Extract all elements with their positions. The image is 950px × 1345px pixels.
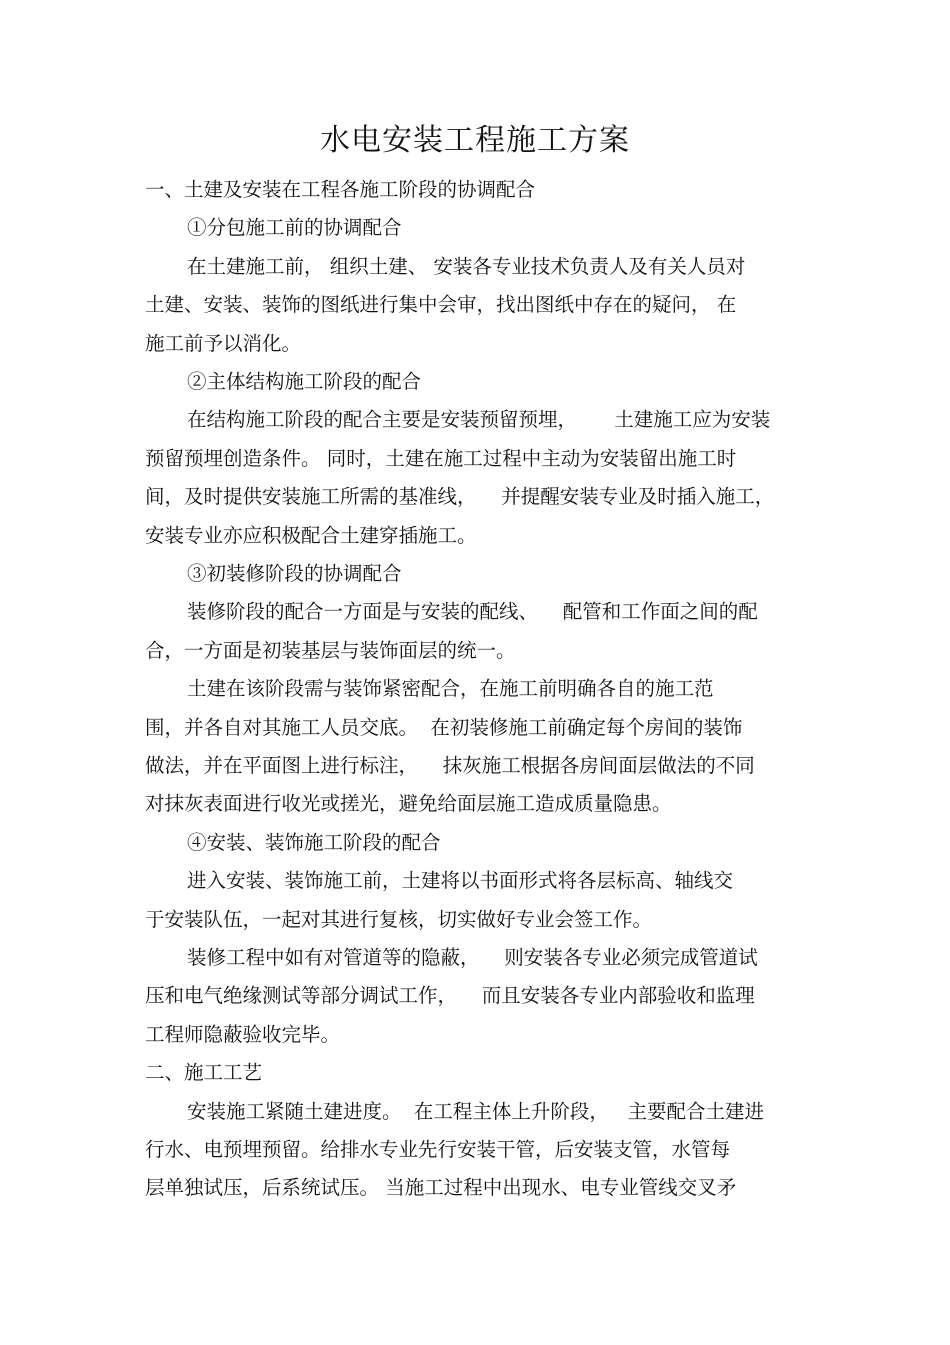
- paragraph-line: 于安装队伍，一起对其进行复核，切实做好专业会签工作。: [145, 908, 653, 931]
- paragraph-line: 安装专业亦应积极配合土建穿插施工。: [145, 524, 477, 547]
- paragraph-line: 行水、电预埋预留。给排水专业先行安装干管，后安装支管，水管每: [145, 1138, 731, 1161]
- subsection-heading-2: ②主体结构施工阶段的配合: [187, 370, 422, 393]
- subsection-heading-3: ③初装修阶段的协调配合: [187, 562, 402, 585]
- paragraph-line: 安装施工紧随土建进度。 在工程主体上升阶段， 主要配合土建进: [187, 1100, 764, 1123]
- paragraph-line: 在结构施工阶段的配合主要是安装预留预埋， 土建施工应为安装: [187, 408, 771, 431]
- paragraph-line: 装修阶段的配合一方面是与安装的配线、 配管和工作面之间的配: [187, 600, 758, 623]
- paragraph-line: 装修工程中如有对管道等的隐蔽， 则安装各专业必须完成管道试: [187, 946, 758, 969]
- paragraph-line: 预留预埋创造条件。 同时，土建在施工过程中主动为安装留出施工时: [145, 447, 737, 470]
- paragraph-line: 施工前予以消化。: [145, 332, 302, 355]
- paragraph-line: 在土建施工前， 组织土建、 安装各专业技术负责人及有关人员对: [187, 255, 746, 278]
- paragraph-line: 层单独试压，后系统试压。 当施工过程中出现水、电专业管线交叉矛: [145, 1176, 737, 1199]
- section-heading-1: 一、土建及安装在工程各施工阶段的协调配合: [145, 178, 536, 201]
- paragraph-line: 土建、安装、装饰的图纸进行集中会审，找出图纸中存在的疑问， 在: [145, 293, 737, 316]
- paragraph-line: 间，及时提供安装施工所需的基准线， 并提醒安装专业及时插入施工，: [145, 485, 775, 508]
- paragraph-line: 压和电气绝缘测试等部分调试工作， 而且安装各专业内部验收和监理: [145, 984, 755, 1007]
- paragraph-line: 做法，并在平面图上进行标注， 抹灰施工根据各房间面层做法的不同: [145, 754, 755, 777]
- document-title: 水电安装工程施工方案: [320, 123, 630, 158]
- paragraph-line: 合，一方面是初装基层与装饰面层的统一。: [145, 639, 516, 662]
- paragraph-line: 土建在该阶段需与装饰紧密配合，在施工前明确各自的施工范: [187, 677, 714, 700]
- section-heading-2: 二、施工工艺: [145, 1061, 263, 1084]
- paragraph-line: 工程师隐蔽验收完毕。: [145, 1023, 341, 1046]
- paragraph-line: 进入安装、装饰施工前，土建将以书面形式将各层标高、轴线交: [187, 869, 734, 892]
- paragraph-line: 对抹灰表面进行收光或搓光，避免给面层施工造成质量隐患。: [145, 792, 672, 815]
- paragraph-line: 围，并各自对其施工人员交底。 在初装修施工前确定每个房间的装饰: [145, 716, 743, 739]
- subsection-heading-1: ①分包施工前的协调配合: [187, 216, 402, 239]
- subsection-heading-4: ④安装、装饰施工阶段的配合: [187, 831, 441, 854]
